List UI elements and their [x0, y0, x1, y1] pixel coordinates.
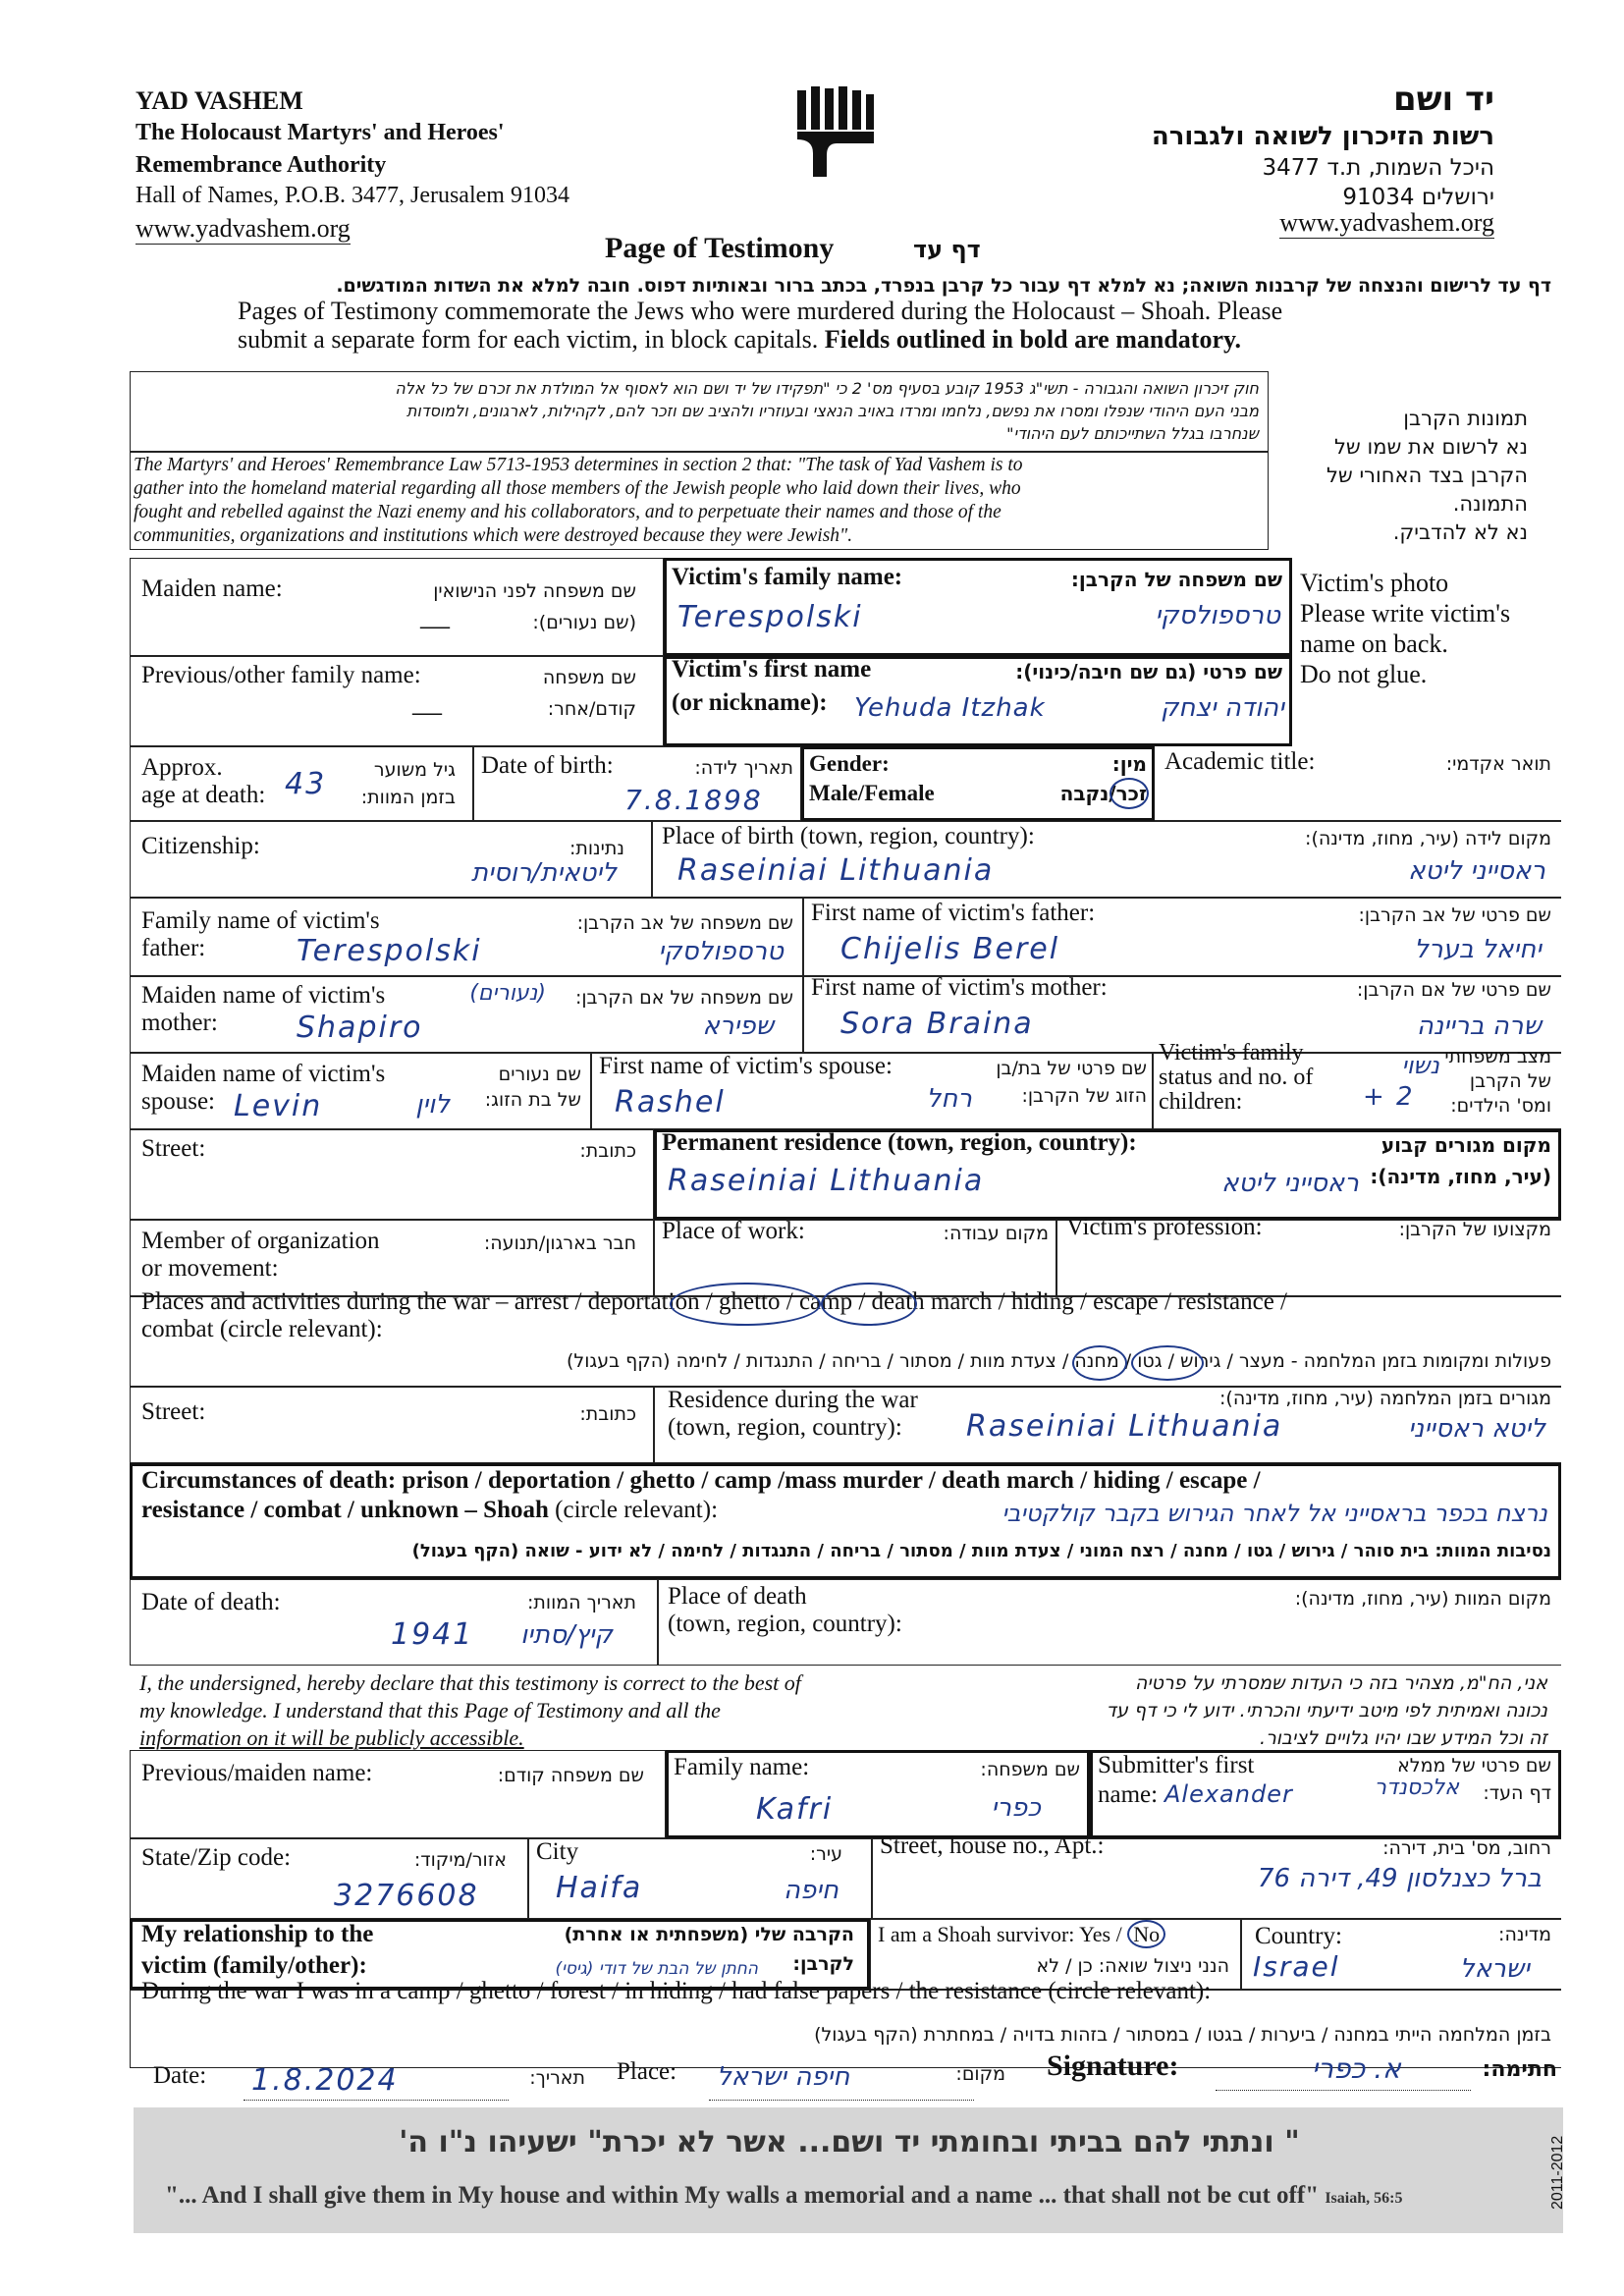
declaration-he-line: אני, הח"מ, מצהיר בזה כי העדות שמסרתי על פרטיה: [1134, 1672, 1547, 1694]
activities-label2: combat (circle relevant):: [141, 1316, 383, 1342]
sub-zip-label-he: אזור/מיקוד:: [413, 1849, 507, 1871]
gender-label-he2: זכר/נקבה: [1059, 782, 1147, 805]
footer-he: " ונתתי להם בביתי ובחומתי יד ושם... אשר לא יכרת" ישעיהו נ"ו ה': [399, 2125, 1300, 2159]
dob-value: 7.8.1898: [624, 784, 763, 816]
photo-en: [1300, 568, 1510, 689]
family-status-label-he-line: של הקרבן: [1469, 1070, 1551, 1092]
sub-relationship-label2: victim (family/other):: [141, 1952, 367, 1979]
law-he-line: מבני העם היהודי שנפלו ומסרו את נפשם, נלחמו ומרדו באויב הנאצי ובעוזריו ולהציב שם וזכר להם, לקהילות, לארגונים, ולמוסדות: [406, 402, 1259, 420]
street-war-cell[interactable]: [130, 1387, 654, 1463]
spouse-maiden-label-he: שם נעורים: [498, 1064, 581, 1085]
family-name-value-he: טרספולסקי: [1155, 601, 1280, 630]
photo-en-line: name on back.: [1300, 629, 1448, 658]
age-label: Approx.: [141, 754, 223, 781]
org-name-he: יד ושם: [1393, 80, 1494, 119]
sub-first-value: Alexander: [1164, 1780, 1293, 1808]
circumstances-label2-bold: resistance / combat / unknown – Shoah: [141, 1497, 549, 1523]
maiden-name-value: —: [420, 609, 450, 641]
signature-underline: [1216, 2090, 1471, 2091]
sub-prev-maiden-label: Previous/maiden name:: [141, 1760, 373, 1786]
gender-label: Gender:: [809, 751, 890, 776]
gender-male-circle: [1110, 778, 1149, 809]
date-label-he: תאריך:: [529, 2067, 585, 2089]
declaration-en-line: I, the undersigned, hereby declare that this testimony is correct to the best of: [139, 1670, 801, 1695]
first-name-value: Yehuda Itzhak: [854, 693, 1046, 723]
first-name-label2: (or nickname):: [672, 689, 828, 716]
circumstances-label: Circumstances of death: prison / deportation / ghetto / camp /mass murder / death march / hiding / escape /: [141, 1467, 1261, 1494]
father-first-value-he: יחיאל בערל: [1414, 935, 1542, 964]
prev-family-label: Previous/other family name:: [141, 662, 421, 688]
photo-en-line: Do not glue.: [1300, 660, 1428, 688]
workplace-label: Place of work:: [662, 1218, 805, 1244]
intro-en-line2-a: submit a separate form for each victim, in block capitals.: [238, 325, 819, 354]
declaration-en-line: information on it will be publicly accessible.: [139, 1725, 524, 1750]
law-he-text: [137, 377, 1259, 445]
mother-first-label: First name of victim's mother:: [811, 974, 1108, 1001]
photo-he-line: נא לא להדביק.: [1392, 520, 1528, 544]
street-label-he: כתובת:: [579, 1140, 636, 1162]
sub-relationship-label-he: הקרבה שלי (משפחתית או אחרת): [564, 1924, 854, 1945]
residence-label-he2: (עיר, מחוז, מדינה):: [1370, 1165, 1551, 1188]
street-war-label: Street:: [141, 1398, 206, 1425]
street-cell[interactable]: [130, 1129, 654, 1220]
residence-war-label: Residence during the war: [668, 1387, 918, 1413]
signature-value: א. כפרי: [1312, 2052, 1401, 2085]
birthplace-label: Place of birth (town, region, country):: [662, 823, 1035, 849]
intro-en-line2: [238, 325, 1241, 355]
sub-country-value-he: ישראל: [1459, 1954, 1530, 1984]
organization-label: Member of organization: [141, 1228, 380, 1254]
photo-he-line: נא לרשום את שמו של: [1334, 435, 1528, 459]
spouse-maiden-value-he: לוין: [415, 1090, 450, 1120]
academic-label-he: תואר אקדמי:: [1445, 753, 1551, 775]
mother-maiden-value: Shapiro: [297, 1011, 423, 1045]
residence-label-he: מקום מגורים קבוע: [1380, 1133, 1551, 1157]
maiden-name-cell[interactable]: [130, 558, 664, 656]
mother-maiden-label-he: שם משפחה של אם הקרבן:: [574, 987, 793, 1009]
org-line-en: Remembrance Authority: [135, 152, 387, 178]
prev-family-value: —: [412, 695, 442, 728]
family-status-label-line: Victim's family: [1159, 1040, 1304, 1066]
photo-en-line: Victim's photo: [1300, 569, 1449, 597]
mother-first-value: Sora Braina: [840, 1007, 1034, 1041]
citizenship-label: Citizenship:: [141, 833, 260, 859]
address-he: [1262, 153, 1494, 212]
ghetto-circle: [821, 1283, 917, 1326]
father-family-label2: father:: [141, 935, 206, 961]
family-status-label-he-line: מצב משפחתי: [1444, 1046, 1551, 1067]
law-en-line: The Martyrs' and Heroes' Remembrance Law 5713-1953 determines in section 2 that: "The task of Yad Vashem is to: [134, 455, 1023, 475]
family-status-label-line: children:: [1159, 1089, 1243, 1115]
sub-country-label-he: מדינה:: [1498, 1924, 1551, 1945]
signature-label-he: חתימה:: [1482, 2057, 1557, 2082]
workplace-label-he: מקום עבודה:: [943, 1223, 1049, 1244]
first-name-value-he: יהודה יצחק: [1160, 693, 1284, 723]
residence-war-label-he: מגורים בזמן המלחמה (עיר, מחוז, מדינה):: [1219, 1388, 1551, 1409]
law-en-text: [134, 454, 1023, 548]
place-underline: [709, 2100, 974, 2101]
sub-city-label-he: עיר:: [809, 1843, 842, 1865]
family-status-label: [1159, 1041, 1313, 1115]
sub-relationship-value-he: החתן של הבת של דודי (גיסי): [555, 1959, 758, 1979]
place-label-he: מקום:: [955, 2063, 1005, 2085]
sub-first-label-he: שם פרטי של ממלא: [1397, 1755, 1551, 1777]
during-war-label-he: בזמן המלחמה הייתי במחנה / ביערות / בגטו / במסתור / בזהות בדויה / במחתרת (הקף בעגול): [814, 2024, 1551, 2046]
date-underline: [244, 2100, 509, 2101]
org-line-en: The Holocaust Martyrs' and Heroes': [135, 120, 505, 145]
sub-survivor-text: I am a Shoah survivor: Yes /: [878, 1922, 1122, 1946]
during-war-label: During the war I was in a camp / ghetto / forest / in hiding / had false papers / the resistance (circle relevant):: [141, 1978, 1212, 2004]
law-he-line: חוק זיכרון השואה והגבורה - תשי"ג 1953 קובע בסעיף מס' 2 כי "תפקידו של יד ושם הוא לאסוף אל המולדת את זכרם של כל אלה: [395, 379, 1259, 398]
spouse-maiden-label-he2: של בת הזוג:: [484, 1089, 581, 1111]
age-value: 43: [285, 767, 327, 801]
page-title-en: Page of Testimony: [605, 232, 835, 264]
address-en: Hall of Names, P.O.B. 3477, Jerusalem 91034: [135, 183, 569, 208]
prev-family-label-he2: קודם/אחר:: [547, 698, 636, 720]
family-status-value-he: נשוי: [1401, 1052, 1439, 1079]
gender-label-he: מין:: [1111, 752, 1147, 776]
birthplace-value: Raseiniai Lithuania: [677, 853, 995, 888]
spouse-maiden-label: Maiden name of victim's: [141, 1061, 386, 1087]
age-label2: age at death:: [141, 782, 266, 808]
maiden-name-label-he: שם משפחה לפני הנישואין: [433, 580, 636, 602]
ghetto-he-circle: [1072, 1345, 1127, 1381]
sub-city-label: City: [536, 1838, 579, 1865]
date-death-label: Date of death:: [141, 1589, 281, 1615]
sub-family-label: Family name:: [674, 1754, 810, 1780]
mother-maiden-label2: mother:: [141, 1010, 218, 1036]
signature-label: Signature:: [1047, 2050, 1179, 2082]
sub-survivor-no: No: [1127, 1920, 1165, 1948]
family-status-label-line: status and no. of: [1159, 1065, 1314, 1090]
sub-prev-maiden-label-he: שם משפחה קודם:: [497, 1765, 644, 1786]
place-death-label: Place of death: [668, 1583, 807, 1610]
org-line-he: רשות הזיכרון לשואה ולגבורה: [1151, 122, 1494, 151]
mother-first-label-he: שם פרטי של אם הקרבן:: [1356, 979, 1551, 1001]
intro-en-line2-b: Fields outlined in bold are mandatory.: [824, 325, 1242, 354]
sub-city-value-he: חיפה: [783, 1876, 839, 1905]
father-family-value: Terespolski: [297, 934, 482, 968]
sub-relationship-label: My relationship to the: [141, 1921, 374, 1947]
photo-he-line: התמונה.: [1452, 492, 1528, 516]
sub-country-value: Israel: [1253, 1950, 1340, 1983]
date-label: Date:: [153, 2062, 207, 2089]
father-family-value-he: טרספולסקי: [658, 937, 784, 966]
sub-country-label: Country:: [1255, 1923, 1342, 1949]
intro-en-line1: Pages of Testimony commemorate the Jews who were murdered during the Holocaust – Shoah. Please: [238, 297, 1283, 325]
place-value-he: חיפה ישראל: [717, 2062, 850, 2092]
date-death-value: 1941: [391, 1617, 474, 1652]
date-death-label-he: תאריך המוות:: [527, 1592, 636, 1613]
law-en-line: fought and rebelled against the Nazi enemy and his collaborators, and to perpetuate their names and those of the: [134, 502, 1001, 522]
web-en: www.yadvashem.org: [135, 214, 351, 243]
mother-maiden-note-he: (נעורים): [469, 981, 546, 1006]
sub-first-label: Submitter's first: [1098, 1752, 1255, 1778]
street-war-label-he: כתובת:: [579, 1403, 636, 1425]
sub-city-value: Haifa: [556, 1871, 643, 1905]
photo-he-line: הקרבן בצד האחורי של: [1326, 464, 1528, 487]
law-en-line: gather into the homeland material regarding all those members of the Jewish people who laid down their lives, who: [134, 478, 1021, 499]
footer-side-text: 2011-2012: [1549, 2135, 1566, 2210]
sub-zip-value: 3276608: [334, 1879, 479, 1913]
mother-first-value-he: שרה בריינה: [1416, 1011, 1542, 1041]
photo-en-line: Please write victim's: [1300, 599, 1511, 628]
declaration-en: [139, 1669, 801, 1752]
declaration-he: [1107, 1669, 1547, 1752]
sub-street-value-he: ברל כצנלסון 49, דירה 76: [1257, 1864, 1542, 1893]
street-label: Street:: [141, 1135, 206, 1162]
family-status-label-he: [1444, 1045, 1551, 1119]
circumstances-label-he: נסיבות המוות: בית סוהר / גירוש / גטו / מחנה / רצח המוני / צעדת מוות / מסתור / בריחה / התנגדות / לחימה / לא ידוע - שואה (הקף בעגול): [411, 1541, 1551, 1561]
birthplace-label-he: מקום לידה (עיר, מחוז, מדינה):: [1305, 828, 1551, 849]
sub-first-label-he2: דף העד:: [1483, 1782, 1551, 1804]
mother-maiden-value-he: שפירא: [702, 1011, 774, 1041]
residence-value-he: ראסייני ליטא: [1221, 1169, 1359, 1198]
father-first-label-he: שם פרטי של אב הקרבן:: [1358, 904, 1551, 926]
sub-family-value-he: כפרי: [991, 1793, 1041, 1823]
mother-maiden-label: Maiden name of victim's: [141, 982, 386, 1009]
page-title-he: דף עד: [913, 236, 981, 263]
residence-value: Raseiniai Lithuania: [668, 1164, 985, 1198]
sub-relationship-label-he2: לקרבן:: [792, 1953, 854, 1975]
declaration-he-line: זה וכל המידע שבו יהיו גלויים לציבור.: [1260, 1727, 1547, 1749]
age-label-he: גיל משוער: [373, 759, 456, 781]
spouse-first-value: Rashel: [615, 1085, 726, 1120]
sub-survivor-label-he: הנני ניצול שואה: כן / לא: [1036, 1955, 1229, 1977]
academic-label: Academic title:: [1164, 748, 1316, 775]
father-family-label-he: שם משפחה של אב הקרבן:: [576, 912, 793, 934]
father-first-label: First name of victim's father:: [811, 900, 1096, 926]
place-death-label-he: מקום המוות (עיר, מחוז, מדינה):: [1294, 1588, 1551, 1610]
deportation-circle: [670, 1283, 821, 1326]
organization-label2: or movement:: [141, 1255, 279, 1282]
dob-label-he: תאריך לידה:: [694, 757, 793, 779]
first-name-label: Victim's first name: [672, 656, 872, 683]
circumstances-label2: [141, 1497, 718, 1524]
date-death-value-he: קיץ/סתיו: [520, 1620, 613, 1650]
spouse-maiden-label2: spouse:: [141, 1088, 215, 1115]
prev-family-label-he: שם משפחה: [542, 667, 636, 688]
address-he-line: ירושלים 91034: [1342, 185, 1494, 210]
family-status-label-he-line: ומס' הילדים:: [1450, 1095, 1551, 1117]
law-he-line: שנחרבו בגלל השתייכותם לעם היהודי": [1006, 424, 1259, 443]
citizenship-label-he: נתינות:: [568, 838, 624, 859]
declaration-he-line: נכונה ואמיתית לפי מיטב ידיעתי והכרתי. ידוע לי כי דף עד: [1106, 1700, 1547, 1722]
father-family-label: Family name of victim's: [141, 907, 380, 934]
web-he: www.yadvashem.org: [1279, 208, 1494, 237]
header-org-he: [1152, 79, 1494, 153]
declaration-en-line: my knowledge. I understand that this Page of Testimony and all the: [139, 1698, 721, 1722]
sub-family-label-he: שם משפחה:: [980, 1759, 1080, 1780]
residence-label: Permanent residence (town, region, country):: [662, 1129, 1137, 1156]
age-label-he2: בזמן המוות:: [360, 787, 456, 808]
footer-en-quote: "... And I shall give them in My house and within My walls a memorial and a name ... that shall not be cut off": [165, 2182, 1320, 2209]
spouse-first-value-he: רחל: [926, 1084, 972, 1114]
family-status-value: + 2: [1363, 1082, 1415, 1112]
gender-label2: Male/Female: [809, 781, 935, 805]
family-name-label: Victim's family name:: [672, 564, 903, 590]
spouse-first-label: First name of victim's spouse:: [599, 1053, 893, 1079]
footer-en: [165, 2182, 1402, 2210]
sub-zip-label: State/Zip code:: [141, 1844, 292, 1871]
family-name-label-he: שם משפחה של הקרבן:: [1070, 568, 1282, 591]
activities-label: Places and activities during the war – arrest / deportation / ghetto / camp / death march / hiding / escape / resistance /: [141, 1288, 1287, 1315]
law-en-line: communities, organizations and institutions which were destroyed because they were Jewish".: [134, 525, 853, 546]
spouse-first-label-he2: הזוג של הקרבן:: [1021, 1085, 1147, 1107]
circumstances-value-he: נרצח בכפר בראסייני אל לאחר הגירוש בקבר קולקטיבי: [1001, 1500, 1547, 1527]
profession-label-he: מקצועו של הקרבן:: [1398, 1219, 1551, 1240]
sub-first-label2: name:: [1098, 1781, 1159, 1808]
date-value: 1.8.2024: [251, 2063, 399, 2098]
sub-street-label-he: רחוב, מס' בית, דירה:: [1382, 1837, 1551, 1859]
photo-he: [1326, 405, 1528, 547]
sub-street-label: Street, house no., Apt.:: [880, 1832, 1105, 1859]
spouse-maiden-value: Levin: [234, 1089, 323, 1123]
intro-he: דף עד לרישום והנצחה של קרבנות השואה; נא למלא דף עבור כל קרבן בנפרד, בכתב ברור ובאותיות דפוס. חובה למלא את השדות המודגשים.: [336, 275, 1551, 297]
father-first-value: Chijelis Berel: [840, 932, 1060, 966]
citizenship-value-he: ליטאית/רוסית: [470, 858, 617, 888]
photo-he-line: תמונות הקרבן: [1403, 407, 1528, 430]
birthplace-value-he: ראסייני ליטא: [1408, 856, 1545, 886]
dob-label: Date of birth:: [481, 752, 614, 779]
sub-survivor-label: [878, 1891, 1165, 1946]
org-name-en: YAD VASHEM: [135, 86, 303, 115]
activities-label-he: פעולות ומקומות בזמן המלחמה - מעצר / גירוש / גטו / מחנה / צעדת מוות / מסתור / בריחה / התנגדות / לחימה (הקף בעגול): [566, 1350, 1551, 1372]
organization-label-he: חבר בארגון/תנועה:: [483, 1232, 636, 1254]
header-org-en: [135, 84, 505, 182]
sub-family-value: Kafri: [756, 1792, 834, 1827]
address-he-line: היכל השמות, ת.ד 3477: [1262, 155, 1494, 181]
residence-war-label2: (town, region, country):: [668, 1414, 902, 1441]
first-name-label-he: שם פרטי (גם שם חיבה/כינוי):: [1015, 660, 1282, 683]
maiden-name-label: Maiden name:: [141, 575, 283, 602]
circumstances-label2-normal: (circle relevant):: [555, 1497, 719, 1523]
residence-war-value-he: ליטא ראסייני: [1408, 1414, 1545, 1444]
place-death-label2: (town, region, country):: [668, 1611, 902, 1637]
footer-en-ref: Isaiah, 56:5: [1325, 2190, 1403, 2207]
residence-war-value: Raseiniai Lithuania: [966, 1409, 1283, 1444]
sub-first-value-he: אלכסנדר: [1374, 1776, 1459, 1800]
profession-label: Victim's profession:: [1066, 1214, 1263, 1240]
yad-vashem-logo: [793, 84, 878, 179]
deportation-he-circle: [1131, 1345, 1204, 1381]
spouse-first-label-he: שם פרטי של בת/בן: [996, 1058, 1147, 1079]
family-name-value: Terespolski: [677, 600, 863, 634]
place-label: Place:: [617, 2058, 677, 2085]
maiden-name-label-he2: (שם נעורים):: [532, 612, 636, 633]
